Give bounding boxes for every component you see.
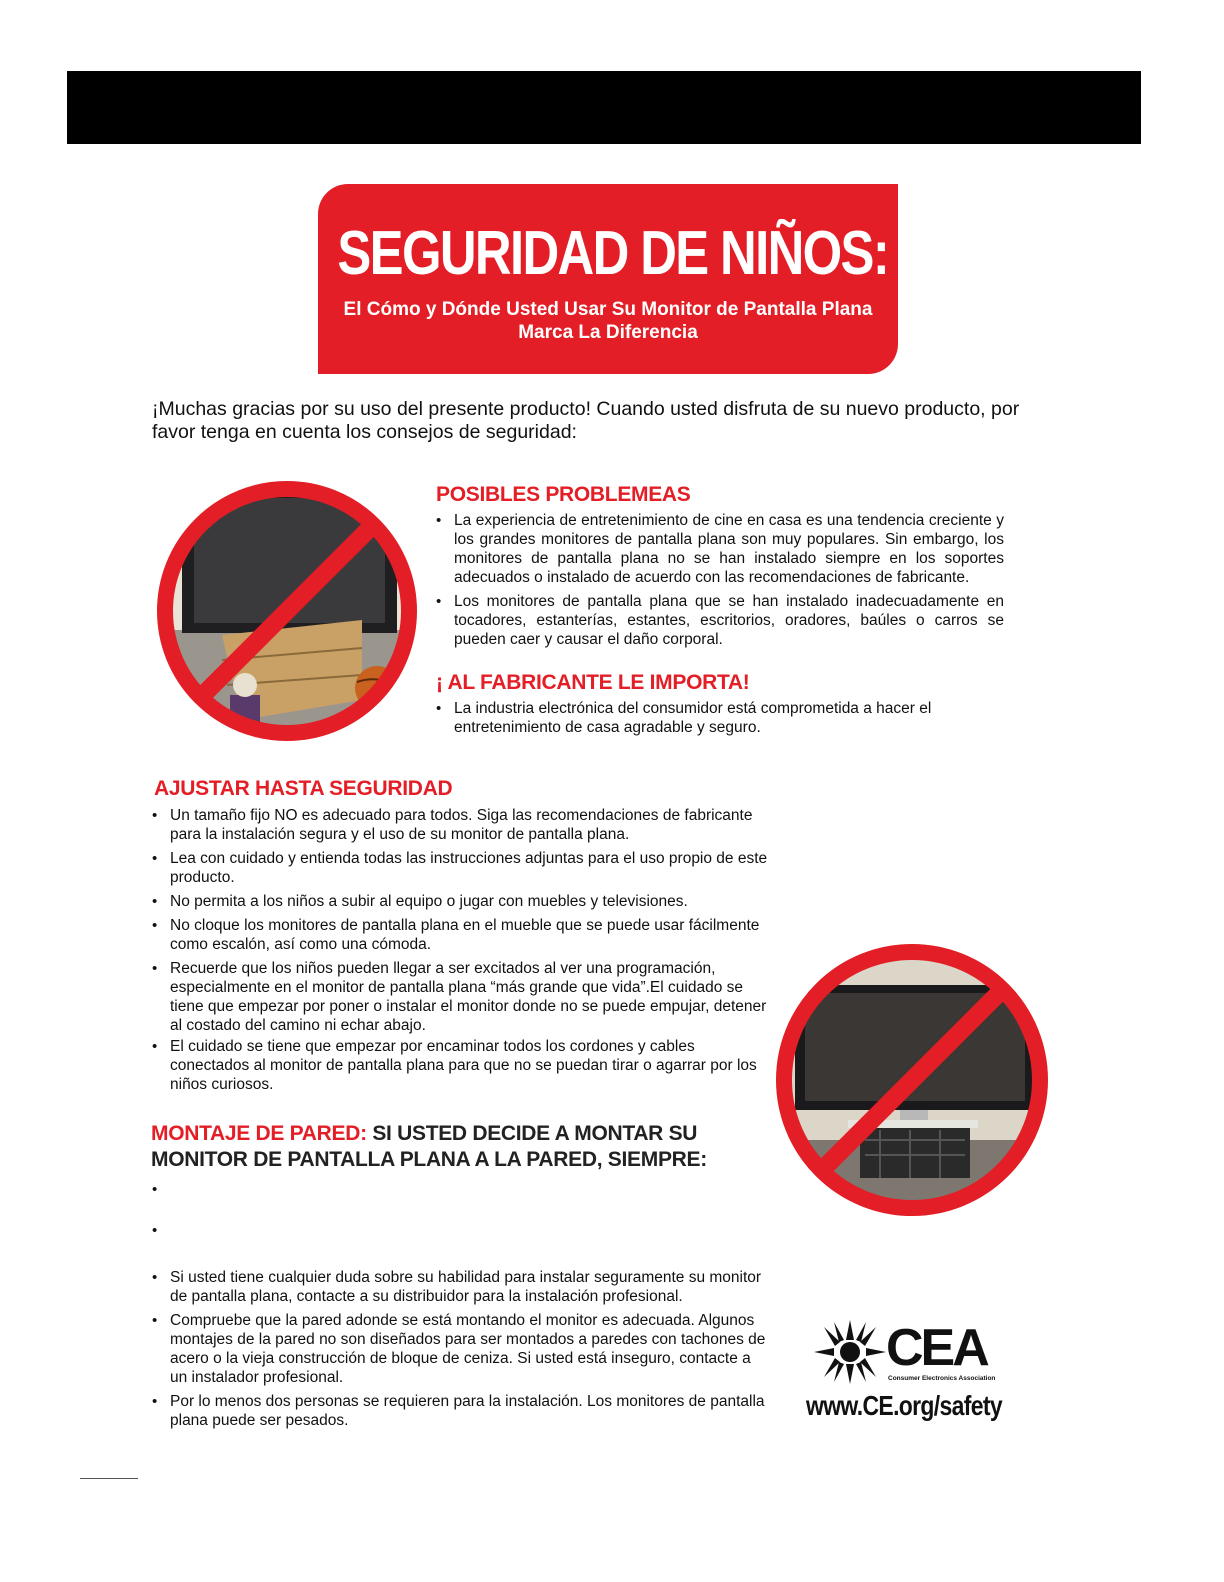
list-item: • Por lo menos dos personas se requieren para la instalación. Los monitores de pantalla plana puede ser pesados. [152, 1393, 765, 1429]
list-fabricante [436, 699, 1004, 742]
no-sign-image-tv-on-crate [152, 470, 422, 752]
page-subtitle: El Cómo y Dónde Usted Usar Su Monitor de Pantalla Plana Marca La Diferencia [343, 299, 873, 343]
top-black-bar [67, 71, 1141, 144]
list-item: • No permita a los niños a subir al equipo o jugar con muebles y televisiones. [152, 893, 688, 910]
list-item: • No cloque los monitores de pantalla plana en el mueble que se puede usar fácilmente como escalón, así como una cómoda. [152, 917, 760, 953]
cea-burst-icon [814, 1320, 886, 1384]
list-montaje [152, 1180, 772, 1435]
footer-rule [80, 1478, 138, 1479]
list-item: • Lea con cuidado y entienda todas las instrucciones adjuntas para el uso propio de este producto. [152, 850, 768, 886]
header-banner [318, 184, 898, 374]
list-item: • Si usted tiene cualquier duda sobre su habilidad para instalar seguramente su monitor de pantalla plana, contacte a su distribuidor para la instalación profesional. [152, 1269, 762, 1305]
list-item: • [152, 1181, 158, 1198]
cea-tagline: Consumer Electronics Association [888, 1375, 996, 1382]
section-title-fabricante: ¡ AL FABRICANTE LE IMPORTA! [436, 671, 750, 694]
section-title-posibles: POSIBLES PROBLEMEAS [436, 483, 691, 506]
section-title-ajustar: AJUSTAR HASTA SEGURIDAD [154, 777, 453, 800]
safety-url: www.CE.org/safety [806, 1390, 1002, 1421]
list-posibles [436, 511, 1004, 654]
list-item: • Un tamaño fijo NO es adecuado para todos. Siga las recomendaciones de fabricante para la instalación segura y el uso de su monitor de pantalla plana. [152, 807, 753, 843]
cea-wordmark: CEA [886, 1319, 987, 1377]
no-sign-image-tv-on-crate-2 [760, 935, 1065, 1225]
list-item: • La experiencia de entretenimiento de cine en casa es una tendencia creciente y los grandes monitores de pantalla plana son muy populares. Sin embargo, los monitores de pantalla plana no se han instalado siempre en los soportes adecuados o instalado de acuerdo con las recomendaciones de fabricante. [436, 512, 1004, 586]
cea-logo [806, 1318, 1026, 1428]
page-title: SEGURIDAD DE NIÑOS: [337, 219, 889, 288]
list-item: • El cuidado se tiene que empezar por encaminar todos los cordones y cables conectados al monitor de pantalla plana para que no se puedan tirar o agarrar por los niños curiosos. [152, 1038, 757, 1093]
list-item: • Los monitores de pantalla plana que se han instalado inadecuadamente en tocadores, estanterías, estantes, escritorios, oradores, baúles o carros se pueden caer y causar el daño corporal. [436, 593, 1004, 648]
list-ajustar [152, 806, 777, 1099]
list-item: • [152, 1222, 158, 1239]
list-item: • Compruebe que la pared adonde se está montando el monitor es adecuada. Algunos montajes de la pared no son diseñados para ser montados a paredes con tachones de acero o la vieja construcción de bloque de ceniza. Si usted está inseguro, contacte a un instalador profesional. [152, 1312, 766, 1386]
list-item: • Recuerde que los niños pueden llegar a ser excitados al ver una programación, especialmente en el monitor de pantalla plana “más grande que vida”.El cuidado se tiene que empezar por poner o instalar el monitor donde no se puede empujar, detener al costado del camino ni echar abajo. [152, 960, 767, 1034]
list-item: • La industria electrónica del consumidor está comprometida a hacer el entretenimiento de casa agradable y seguro. [436, 700, 932, 736]
intro-text: ¡Muchas gracias por su uso del presente producto! Cuando usted disfruta de su nuevo producto, por favor tenga en cuenta los consejos de seguridad: [152, 398, 1020, 443]
section-title-montaje: MONTAJE DE PARED: SI USTED DECIDE A MONTAR SU MONITOR DE PANTALLA PLANA A LA PARED, SIEMPRE: [151, 1122, 707, 1171]
